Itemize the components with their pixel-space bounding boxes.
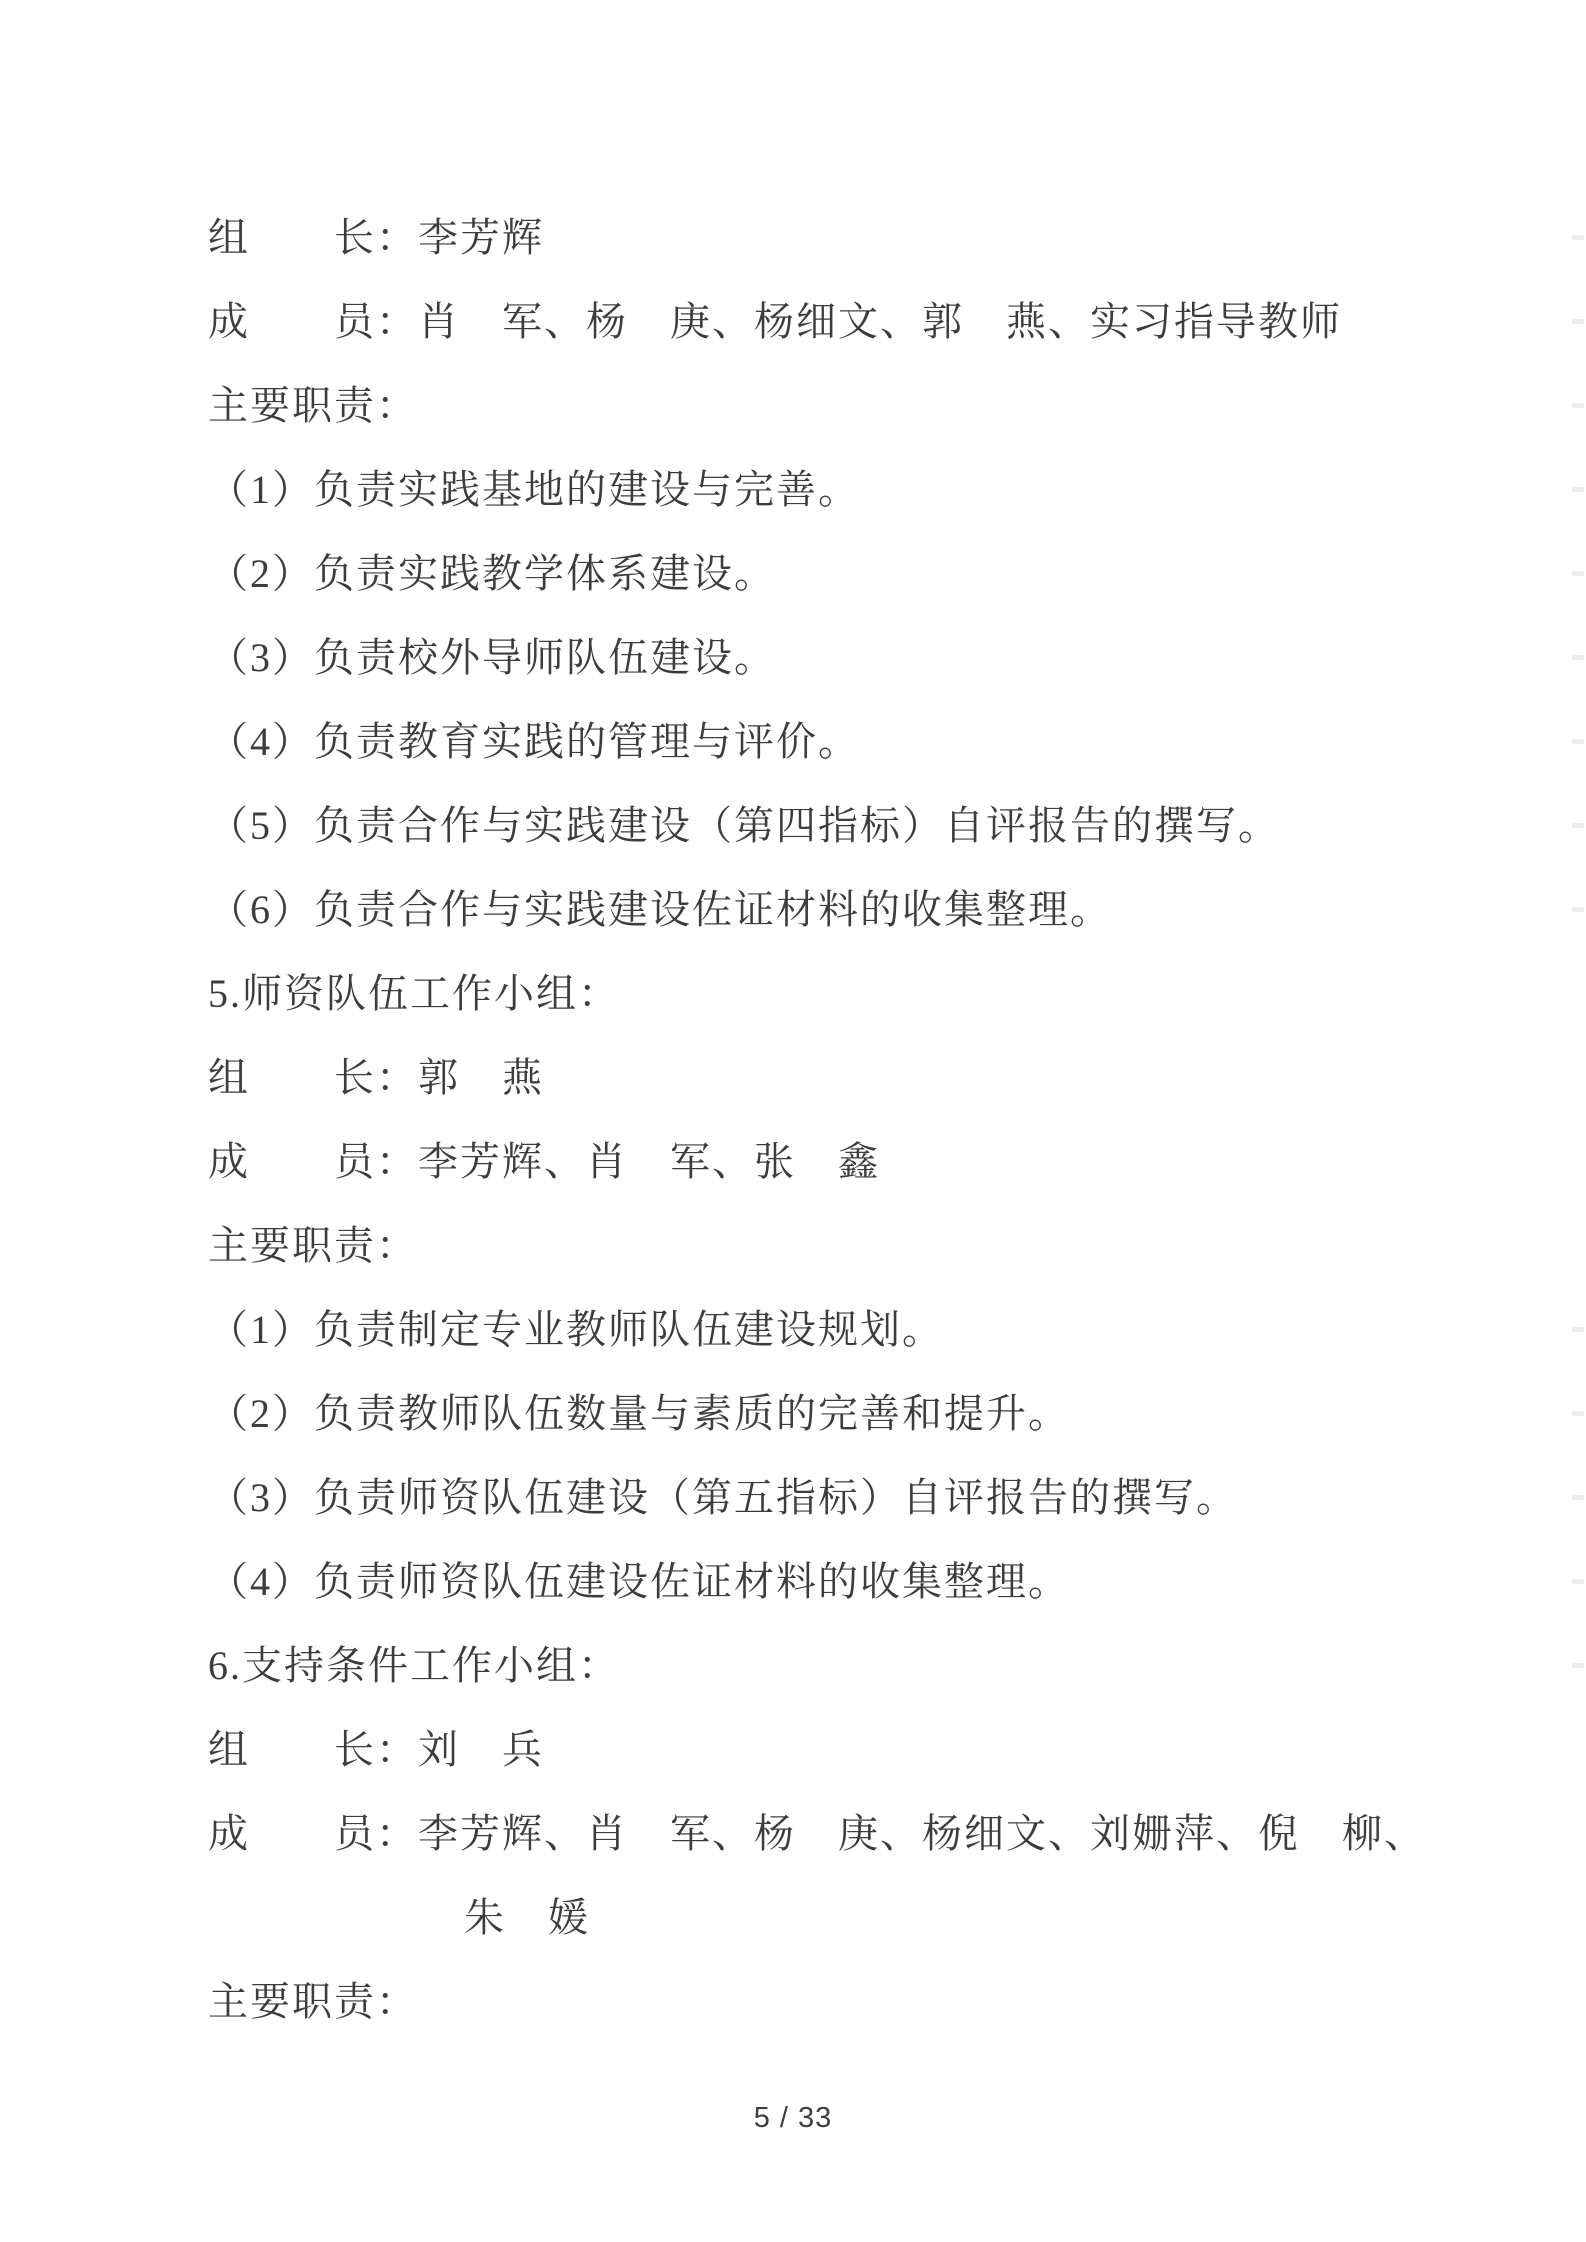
scan-artifact-mark [1572, 655, 1584, 660]
scan-artifact-mark [1572, 571, 1584, 576]
text-line-duty-item: （1）负责制定专业教师队伍建设规划。 [208, 1307, 944, 1352]
text-line-duty-item: （6）负责合作与实践建设佐证材料的收集整理。 [208, 887, 1112, 932]
scan-artifact-mark [1572, 1663, 1584, 1668]
text-line-duty-item: （4）负责师资队伍建设佐证材料的收集整理。 [208, 1559, 1070, 1604]
scan-artifact-mark [1572, 235, 1584, 240]
text-line-duty-item: （5）负责合作与实践建设（第四指标）自评报告的撰写。 [208, 803, 1280, 848]
text-line-members: 成 员：李芳辉、肖 军、张 鑫 [208, 1139, 880, 1184]
text-line-leader: 组 长：刘 兵 [208, 1727, 544, 1772]
scan-artifact-mark [1572, 1327, 1584, 1332]
text-line-duty-item: （2）负责实践教学体系建设。 [208, 551, 776, 596]
text-line-duty-item: （3）负责师资队伍建设（第五指标）自评报告的撰写。 [208, 1475, 1238, 1520]
scan-artifact-mark [1572, 1411, 1584, 1416]
scan-artifact-mark [1572, 823, 1584, 828]
scan-artifact-mark [1572, 907, 1584, 912]
text-line-section-heading: 5.师资队伍工作小组： [208, 971, 620, 1016]
text-line-duty-item: （2）负责教师队伍数量与素质的完善和提升。 [208, 1391, 1070, 1436]
text-line-section-heading: 6.支持条件工作小组： [208, 1643, 620, 1688]
text-line-members: 成 员：肖 军、杨 庚、杨细文、郭 燕、实习指导教师 [208, 299, 1342, 344]
text-line-members: 成 员：李芳辉、肖 军、杨 庚、杨细文、刘姗萍、倪 柳、 [208, 1811, 1426, 1856]
text-line-duties-heading: 主要职责： [208, 1979, 418, 2024]
text-line-leader: 组 长：李芳辉 [208, 215, 544, 260]
text-line-duty-item: （4）负责教育实践的管理与评价。 [208, 719, 860, 764]
scan-artifact-mark [1572, 1495, 1584, 1500]
page-number: 5 / 33 [753, 2102, 833, 2134]
scan-artifact-mark [1572, 487, 1584, 492]
text-line-duties-heading: 主要职责： [208, 1223, 418, 1268]
scan-artifact-mark [1572, 319, 1584, 324]
scan-artifact-mark [1572, 403, 1584, 408]
scan-artifact-mark [1572, 1579, 1584, 1584]
text-line-duty-item: （3）负责校外导师队伍建设。 [208, 635, 776, 680]
text-line-duties-heading: 主要职责： [208, 383, 418, 428]
text-line-members-continuation: 朱 媛 [464, 1895, 590, 1940]
text-line-leader: 组 长：郭 燕 [208, 1055, 544, 1100]
text-line-duty-item: （1）负责实践基地的建设与完善。 [208, 467, 860, 512]
scan-artifact-mark [1572, 739, 1584, 744]
